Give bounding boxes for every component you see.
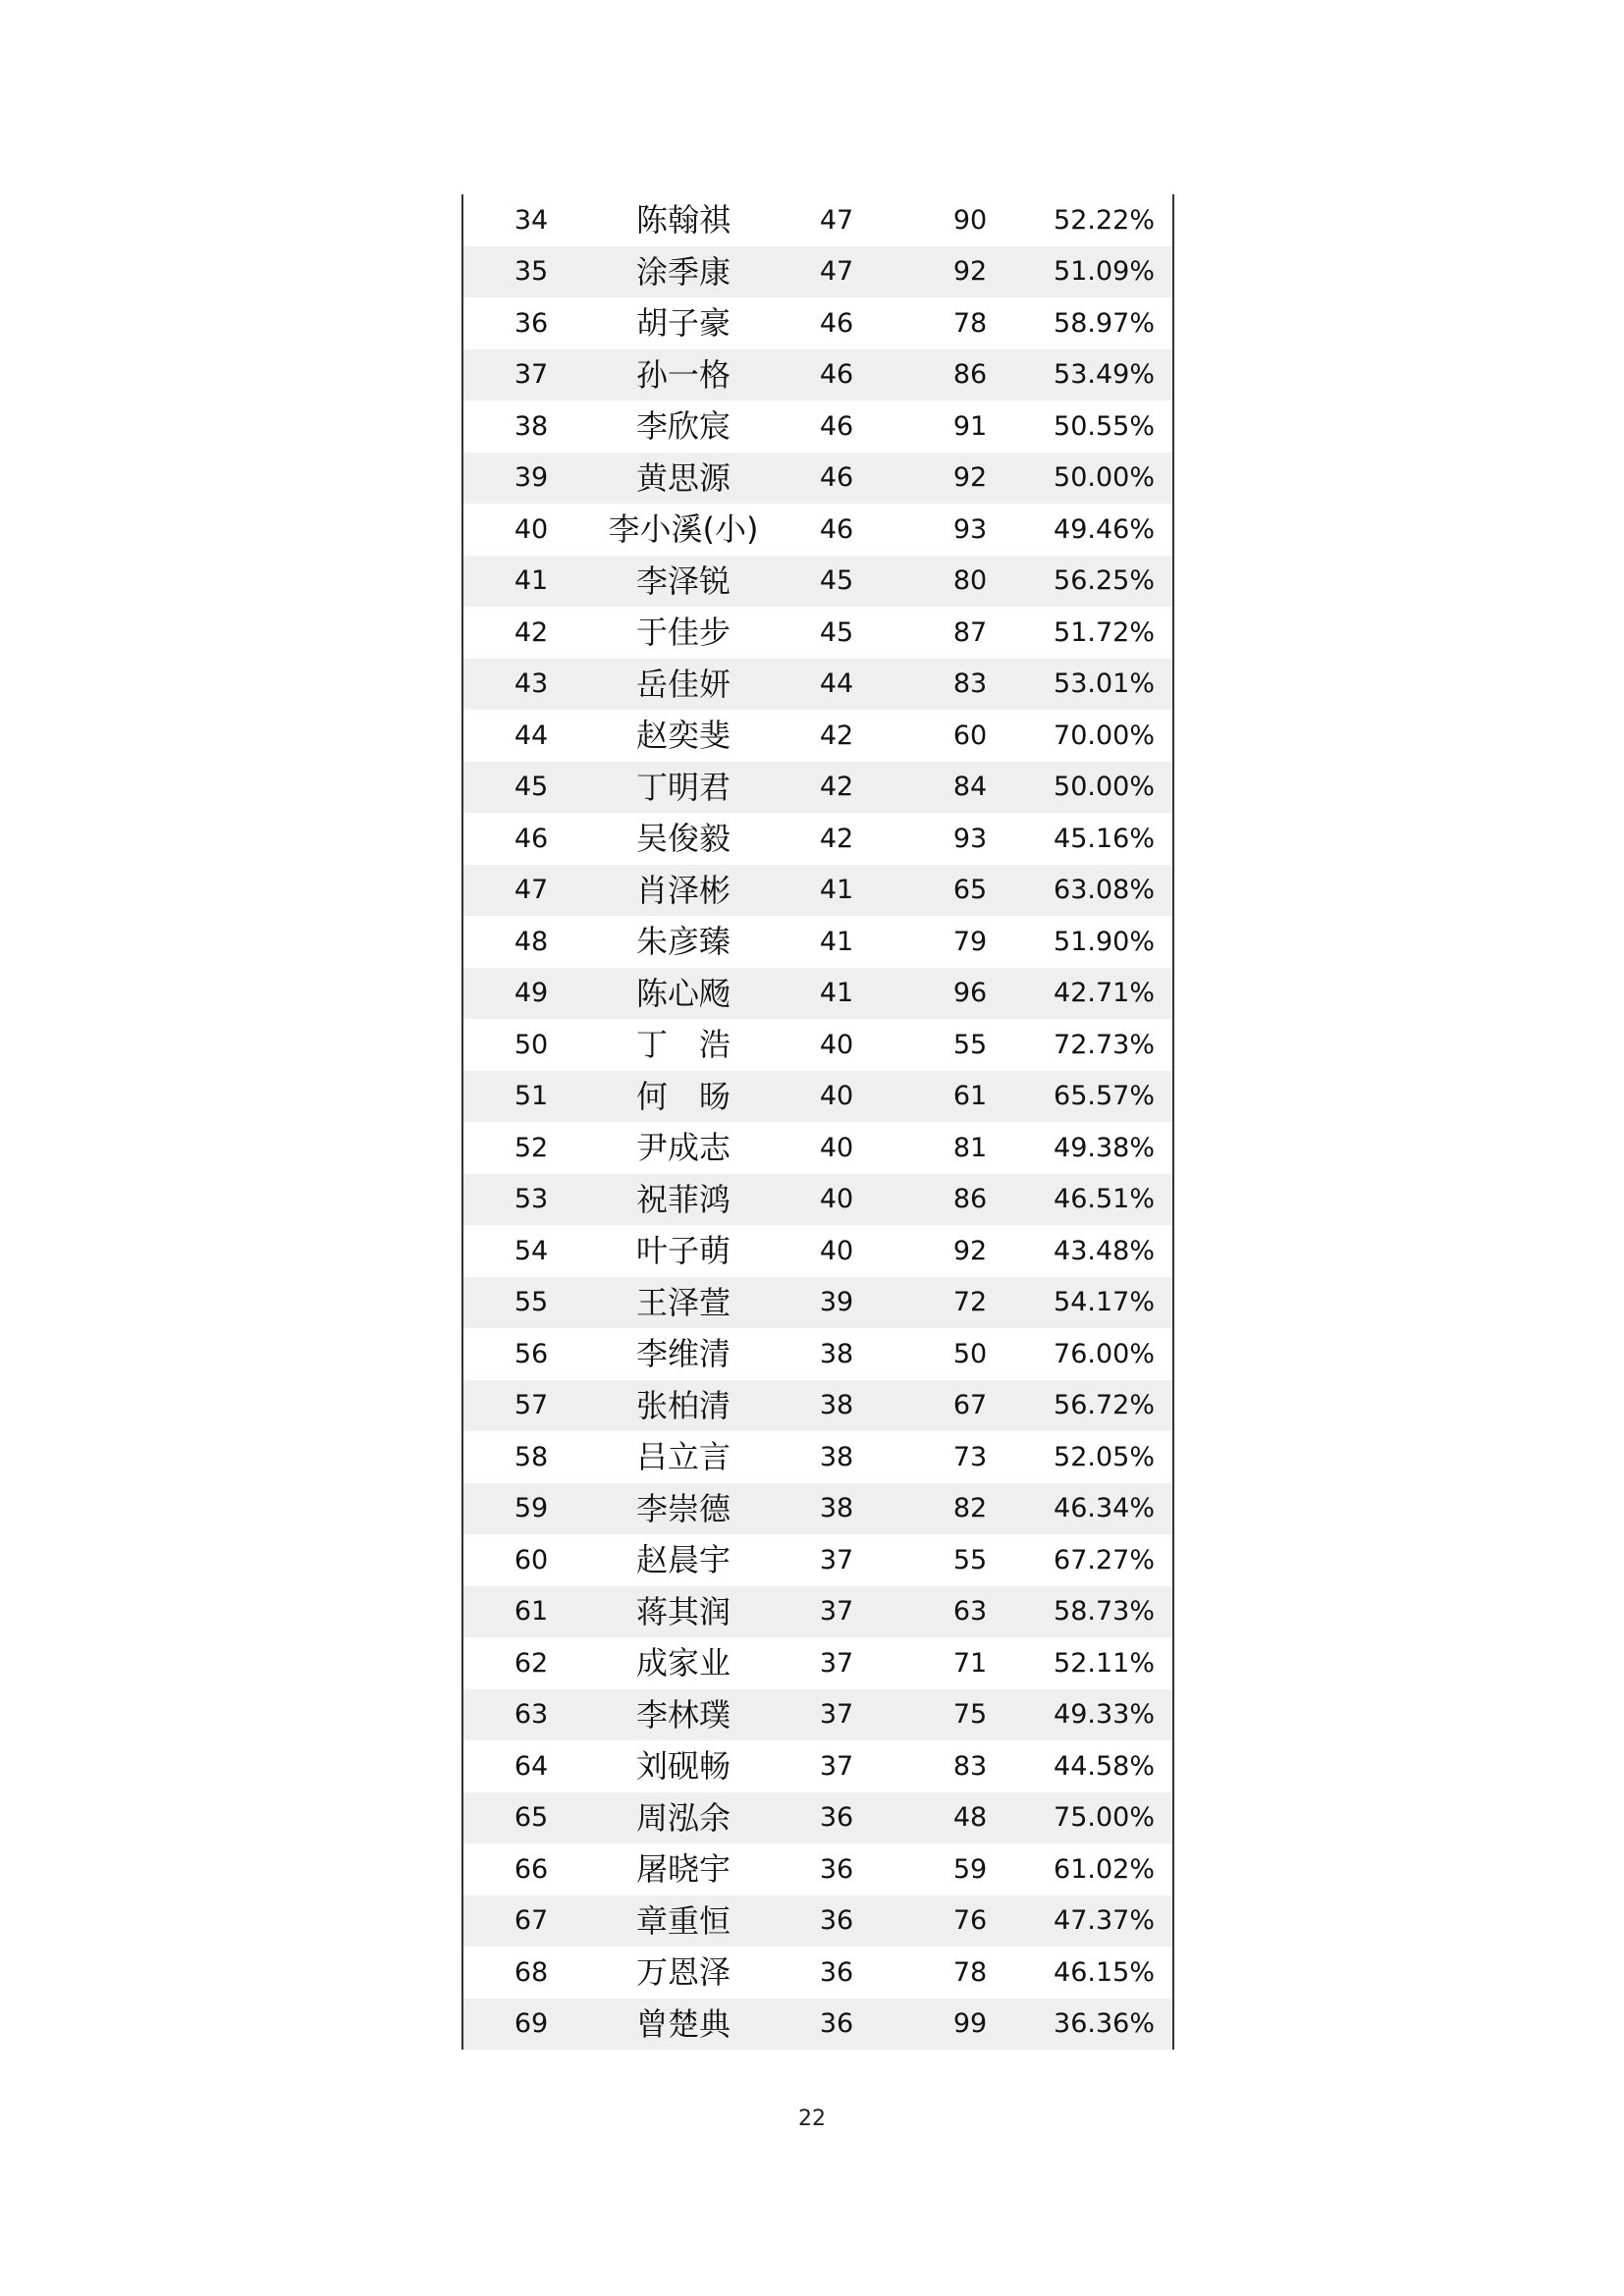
percentage-cell: 49.33% (1054, 1699, 1155, 1731)
rank-cell: 64 (514, 1750, 549, 1782)
percentage-cell: 47.37% (1054, 1905, 1155, 1937)
total-cell: 80 (952, 565, 988, 597)
table-row (463, 1896, 1172, 1948)
percentage-cell: 50.00% (1054, 462, 1155, 494)
name-cell: 吕立言 (635, 1438, 731, 1476)
name-cell: 陈翰祺 (635, 201, 731, 240)
score-cell: 41 (819, 875, 854, 906)
total-cell: 75 (952, 1699, 988, 1731)
table-row (463, 556, 1172, 608)
total-cell: 78 (952, 1956, 988, 1988)
score-cell: 36 (819, 1853, 854, 1885)
score-cell: 37 (819, 1544, 854, 1575)
percentage-cell: 52.22% (1054, 204, 1155, 236)
rank-cell: 57 (514, 1390, 549, 1421)
score-cell: 40 (819, 1184, 854, 1215)
rank-cell: 69 (514, 2008, 549, 2040)
total-cell: 96 (952, 978, 988, 1009)
score-cell: 46 (819, 513, 854, 545)
total-cell: 93 (952, 513, 988, 545)
table-row (463, 1999, 1172, 2051)
rank-cell: 45 (514, 772, 549, 803)
score-cell: 37 (819, 1596, 854, 1628)
name-cell: 尹成志 (635, 1129, 731, 1167)
rank-cell: 54 (514, 1235, 549, 1266)
name-cell: 李崇德 (635, 1489, 731, 1527)
percentage-cell: 75.00% (1054, 1802, 1155, 1834)
ranking-table (461, 194, 1174, 2050)
percentage-cell: 63.08% (1054, 875, 1155, 906)
name-cell: 祝菲鸿 (635, 1180, 731, 1218)
score-cell: 46 (819, 359, 854, 391)
score-cell: 40 (819, 1029, 854, 1060)
table-row (463, 1534, 1172, 1586)
percentage-cell: 50.00% (1054, 772, 1155, 803)
total-cell: 87 (952, 616, 988, 648)
total-cell: 92 (952, 256, 988, 288)
rank-cell: 66 (514, 1853, 549, 1885)
name-cell: 朱彦臻 (635, 923, 731, 961)
score-cell: 42 (819, 720, 854, 751)
score-cell: 46 (819, 307, 854, 339)
percentage-cell: 58.73% (1054, 1596, 1155, 1628)
total-cell: 76 (952, 1905, 988, 1937)
total-cell: 78 (952, 307, 988, 339)
total-cell: 61 (952, 1081, 988, 1112)
percentage-cell: 67.27% (1054, 1544, 1155, 1575)
total-cell: 93 (952, 823, 988, 854)
name-cell: 丁 浩 (635, 1026, 731, 1064)
table-row (463, 349, 1172, 401)
rank-cell: 51 (514, 1081, 549, 1112)
rank-cell: 37 (514, 359, 549, 391)
percentage-cell: 52.05% (1054, 1441, 1155, 1472)
rank-cell: 34 (514, 204, 549, 236)
table-row (463, 504, 1172, 556)
page-number: 22 (798, 2107, 826, 2131)
total-cell: 82 (952, 1493, 988, 1524)
percentage-cell: 46.15% (1054, 1956, 1155, 1988)
score-cell: 40 (819, 1235, 854, 1266)
rank-cell: 47 (514, 875, 549, 906)
score-cell: 37 (819, 1647, 854, 1679)
name-cell: 丁明君 (635, 768, 731, 806)
table-row (463, 659, 1172, 711)
table-row (463, 246, 1172, 298)
total-cell: 63 (952, 1596, 988, 1628)
table-row (463, 1689, 1172, 1741)
rank-cell: 60 (514, 1544, 549, 1575)
total-cell: 60 (952, 720, 988, 751)
total-cell: 55 (952, 1544, 988, 1575)
percentage-cell: 44.58% (1054, 1750, 1155, 1782)
rank-cell: 46 (514, 823, 549, 854)
rank-cell: 68 (514, 1956, 549, 1988)
total-cell: 65 (952, 875, 988, 906)
name-cell: 胡子豪 (635, 304, 731, 343)
rank-cell: 48 (514, 926, 549, 957)
total-cell: 50 (952, 1338, 988, 1369)
rank-cell: 38 (514, 410, 549, 442)
table-row (463, 194, 1172, 246)
rank-cell: 56 (514, 1338, 549, 1369)
table-row (463, 1122, 1172, 1174)
percentage-cell: 72.73% (1054, 1029, 1155, 1060)
score-cell: 38 (819, 1390, 854, 1421)
total-cell: 91 (952, 410, 988, 442)
rank-cell: 55 (514, 1287, 549, 1318)
percentage-cell: 42.71% (1054, 978, 1155, 1009)
total-cell: 92 (952, 462, 988, 494)
table-row (463, 400, 1172, 453)
name-cell: 曾楚典 (635, 2004, 731, 2043)
rank-cell: 59 (514, 1493, 549, 1524)
name-cell: 李小溪(小) (608, 510, 759, 549)
total-cell: 81 (952, 1132, 988, 1163)
score-cell: 38 (819, 1338, 854, 1369)
name-cell: 李泽锐 (635, 561, 731, 600)
percentage-cell: 53.01% (1054, 668, 1155, 700)
rank-cell: 41 (514, 565, 549, 597)
name-cell: 成家业 (635, 1644, 731, 1682)
rank-cell: 62 (514, 1647, 549, 1679)
score-cell: 38 (819, 1493, 854, 1524)
percentage-cell: 70.00% (1054, 720, 1155, 751)
rank-cell: 67 (514, 1905, 549, 1937)
score-cell: 47 (819, 256, 854, 288)
name-cell: 周泓余 (635, 1798, 731, 1837)
total-cell: 86 (952, 1184, 988, 1215)
table-row (463, 453, 1172, 505)
table-row (463, 865, 1172, 917)
score-cell: 44 (819, 668, 854, 700)
table-row (463, 1225, 1172, 1277)
score-cell: 37 (819, 1750, 854, 1782)
percentage-cell: 51.72% (1054, 616, 1155, 648)
name-cell: 孙一格 (635, 355, 731, 394)
table-row (463, 1843, 1172, 1896)
name-cell: 肖泽彬 (635, 871, 731, 909)
score-cell: 41 (819, 978, 854, 1009)
percentage-cell: 61.02% (1054, 1853, 1155, 1885)
rank-cell: 40 (514, 513, 549, 545)
name-cell: 涂季康 (635, 252, 731, 291)
percentage-cell: 46.51% (1054, 1184, 1155, 1215)
name-cell: 屠晓宇 (635, 1850, 731, 1889)
total-cell: 92 (952, 1235, 988, 1266)
total-cell: 86 (952, 359, 988, 391)
total-cell: 90 (952, 204, 988, 236)
score-cell: 38 (819, 1441, 854, 1472)
score-cell: 36 (819, 1905, 854, 1937)
name-cell: 章重恒 (635, 1901, 731, 1940)
table-row (463, 916, 1172, 968)
name-cell: 李维清 (635, 1335, 731, 1373)
rank-cell: 39 (514, 462, 549, 494)
percentage-cell: 76.00% (1054, 1338, 1155, 1369)
percentage-cell: 36.36% (1054, 2008, 1155, 2040)
rank-cell: 61 (514, 1596, 549, 1628)
percentage-cell: 50.55% (1054, 410, 1155, 442)
rank-cell: 44 (514, 720, 549, 751)
total-cell: 55 (952, 1029, 988, 1060)
percentage-cell: 53.49% (1054, 359, 1155, 391)
table-row (463, 607, 1172, 659)
name-cell: 张柏清 (635, 1386, 731, 1424)
name-cell: 刘砚畅 (635, 1747, 731, 1786)
rank-cell: 53 (514, 1184, 549, 1215)
rank-cell: 52 (514, 1132, 549, 1163)
total-cell: 83 (952, 1750, 988, 1782)
name-cell: 王泽萱 (635, 1283, 731, 1321)
percentage-cell: 52.11% (1054, 1647, 1155, 1679)
rank-cell: 63 (514, 1699, 549, 1731)
total-cell: 84 (952, 772, 988, 803)
rank-cell: 65 (514, 1802, 549, 1834)
percentage-cell: 49.46% (1054, 513, 1155, 545)
score-cell: 46 (819, 410, 854, 442)
name-cell: 叶子萌 (635, 1232, 731, 1270)
rank-cell: 35 (514, 256, 549, 288)
table-row (463, 1380, 1172, 1432)
rank-cell: 50 (514, 1029, 549, 1060)
percentage-cell: 43.48% (1054, 1235, 1155, 1266)
rank-cell: 36 (514, 307, 549, 339)
total-cell: 83 (952, 668, 988, 700)
name-cell: 陈心飏 (635, 974, 731, 1012)
table-row (463, 1637, 1172, 1689)
table-row (463, 1071, 1172, 1123)
percentage-cell: 56.25% (1054, 565, 1155, 597)
name-cell: 赵晨宇 (635, 1541, 731, 1579)
table-row (463, 1792, 1172, 1844)
percentage-cell: 56.72% (1054, 1390, 1155, 1421)
percentage-cell: 65.57% (1054, 1081, 1155, 1112)
score-cell: 45 (819, 565, 854, 597)
score-cell: 41 (819, 926, 854, 957)
percentage-cell: 49.38% (1054, 1132, 1155, 1163)
total-cell: 67 (952, 1390, 988, 1421)
name-cell: 李欣宸 (635, 407, 731, 446)
score-cell: 42 (819, 823, 854, 854)
name-cell: 蒋其润 (635, 1592, 731, 1630)
score-cell: 36 (819, 1956, 854, 1988)
percentage-cell: 51.09% (1054, 256, 1155, 288)
table-row (463, 1174, 1172, 1226)
table-row (463, 1586, 1172, 1638)
percentage-cell: 58.97% (1054, 307, 1155, 339)
total-cell: 72 (952, 1287, 988, 1318)
score-cell: 39 (819, 1287, 854, 1318)
score-cell: 45 (819, 616, 854, 648)
percentage-cell: 51.90% (1054, 926, 1155, 957)
table-row (463, 1431, 1172, 1483)
table-row (463, 1277, 1172, 1329)
table-row (463, 813, 1172, 865)
rank-cell: 49 (514, 978, 549, 1009)
name-cell: 何 旸 (635, 1077, 731, 1115)
score-cell: 46 (819, 462, 854, 494)
name-cell: 黄思源 (635, 458, 731, 497)
table-row (463, 968, 1172, 1020)
table-row (463, 1483, 1172, 1535)
name-cell: 赵奕斐 (635, 717, 731, 755)
score-cell: 42 (819, 772, 854, 803)
score-cell: 40 (819, 1081, 854, 1112)
total-cell: 79 (952, 926, 988, 957)
total-cell: 71 (952, 1647, 988, 1679)
rank-cell: 58 (514, 1441, 549, 1472)
percentage-cell: 45.16% (1054, 823, 1155, 854)
table-row (463, 1019, 1172, 1071)
name-cell: 吴俊毅 (635, 820, 731, 858)
rank-cell: 42 (514, 616, 549, 648)
name-cell: 岳佳妍 (635, 665, 731, 703)
table-row (463, 762, 1172, 814)
total-cell: 99 (952, 2008, 988, 2040)
table-row (463, 297, 1172, 349)
rank-cell: 43 (514, 668, 549, 700)
score-cell: 36 (819, 1802, 854, 1834)
score-cell: 36 (819, 2008, 854, 2040)
table-row (463, 1740, 1172, 1792)
percentage-cell: 54.17% (1054, 1287, 1155, 1318)
score-cell: 47 (819, 204, 854, 236)
percentage-cell: 46.34% (1054, 1493, 1155, 1524)
total-cell: 73 (952, 1441, 988, 1472)
table-row (463, 1328, 1172, 1380)
name-cell: 李林璞 (635, 1695, 731, 1734)
table-row (463, 1947, 1172, 1999)
table-row (463, 710, 1172, 762)
total-cell: 48 (952, 1802, 988, 1834)
score-cell: 40 (819, 1132, 854, 1163)
score-cell: 37 (819, 1699, 854, 1731)
total-cell: 59 (952, 1853, 988, 1885)
name-cell: 于佳步 (635, 614, 731, 652)
name-cell: 万恩泽 (635, 1953, 731, 1992)
